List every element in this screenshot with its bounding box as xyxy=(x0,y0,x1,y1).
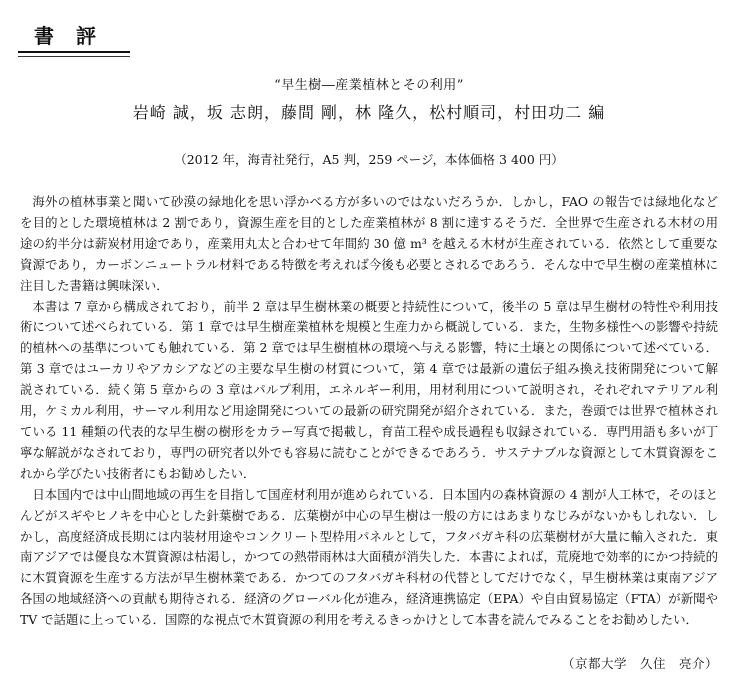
header-rule-thin xyxy=(18,56,130,57)
header-rule-thick xyxy=(18,51,130,53)
publication-info: （2012 年，海青社発行，A5 判，259 ページ，本体価格 3 400 円） xyxy=(174,152,564,167)
section-header xyxy=(18,24,130,57)
section-label: 書評 xyxy=(34,24,118,48)
reviewer-signature: （京都大学 久住 亮介） xyxy=(561,656,718,671)
review-paragraph-2: 本書は 7 章から構成されており，前半 2 章は早生樹林業の概要と持続性について，後半の 5 章は早生樹材の特性や利用技術について述べられている．第 1 章では早生樹産業植林を規模と生産力から概説している．また，生物多様性への影響や持続的植林への基準についても触れている．第 2 章では早生樹植林の環境へ与える影響，特に土壌との関係について述べている．第 3 章ではユーカリやアカシアなどの主要な早生樹の材質について，第 4 章では最新の遺伝子組み換え技術開発について解説されている．続く第 5 章からの 3 章はパルプ利用，エネルギー利用，用材利用について説明され，それぞれマテリアル利用，ケミカル利用，サーマル利用など用途開発についての最新の研究開発が紹介されている．また，巻頭では世界で植林されている 11 種類の代表的な早生樹の樹形をカラー写真で掲載し，育苗工程や成長過程も収録されている．専門用語も多いが丁寧な解説がなされており，専門の研究者以外でも容易に読むことができるであろう．サステナブルな資源として木質資源をこれから学びたい技術者にもお勧めしたい． xyxy=(20,298,718,481)
review-paragraph-1: 海外の植林事業と聞いて砂漠の緑地化を思い浮かべる方が多いのではないだろうか．しかし，FAO の報告では緑地化などを目的とした環境植林は 2 割であり，資源生産を目的とした産業植林が 8 割に達するそうだ．全世界で生産される木材の用途の約半分は薪炭材用途であり，産業用丸太と合わせて年間約 30 億 m³ を越える木材が生産されている．依然として重要な資源であり，カーボンニュートラル材料である特徴を考えれば今後も必要とされるであろう．そんな中で早生樹の産業植林に注目した書籍は興味深い． xyxy=(20,194,718,293)
review-body xyxy=(20,192,718,631)
book-authors: 岩崎 誠，坂 志朗，藤間 剛，林 隆久，松村順司，村田功二 編 xyxy=(132,103,606,122)
review-paragraph-3: 日本国内では中山間地域の再生を目指して国産材利用が進められている．日本国内の森林資源の 4 割が人工林で，そのほとんどがスギやヒノキを中心とした針葉樹である．広葉樹が中心の早生樹は一般の方にはあまりなじみがないかもしれない．しかし，高度経済成長期には内装材用途やコンクリート型枠用パネルとして，フタバガキ科の広葉樹材が大量に輸入された．東南アジアでは優良な木質資源は枯渇し，かつての熱帯雨林は大面積が消失した．本書によれば，荒廃地で効率的にかつ持続的に木質資源を生産する方法が早生樹林業である．かつてのフタバガキ科材の代替としてだけでなく，早生樹林業は東南アジア各国の地域経済への貢献も期待される．経済のグローバル化が進み，経済連携協定（EPA）や自由貿易協定（FTA）が新聞や TV で話題に上っている．国際的な視点で木質資源の利用を考えるきっかけとして本書を読んでみることをお勧めしたい． xyxy=(20,486,718,628)
book-title: “早生樹―産業植林とその利用” xyxy=(274,78,464,93)
